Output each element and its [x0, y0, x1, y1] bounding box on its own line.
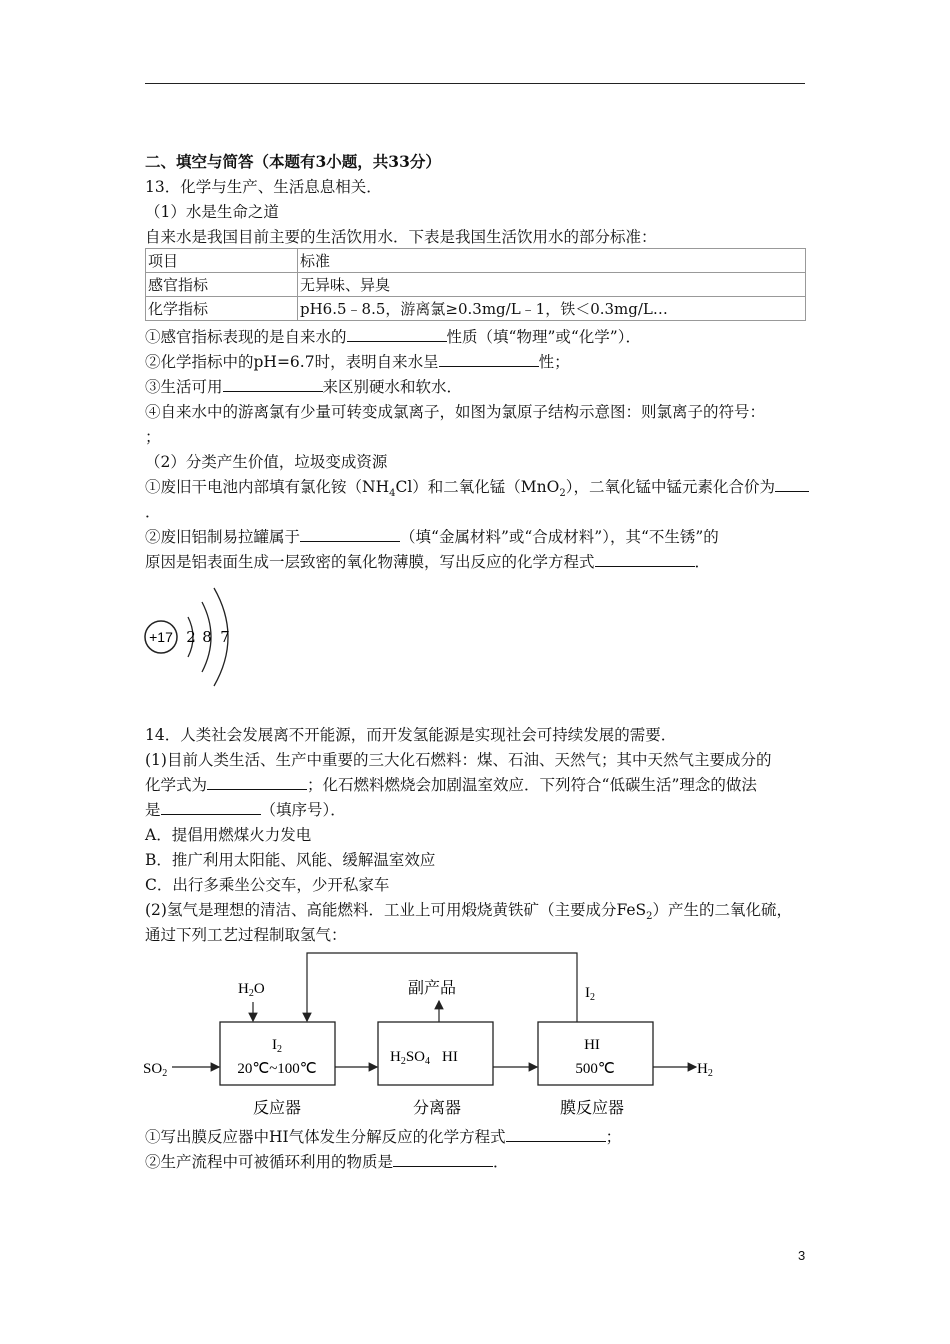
reactor-caption: 反应器 [252, 1098, 302, 1117]
q13-sub3 [145, 377, 462, 397]
q13-p2-sub1-end: ． [145, 503, 161, 521]
answer-blank[interactable] [506, 1127, 606, 1142]
text: 化学式为 [145, 776, 208, 794]
q13-part2-title: （2）分类产生价值，垃圾变成资源 [145, 453, 388, 471]
q14-p1-line3 [145, 800, 346, 820]
water-standard-table [145, 248, 806, 321]
output-label: $H_2$ [697, 1061, 713, 1079]
text: ②生产流程中可被循环利用的物质是 [145, 1153, 394, 1171]
table-cell: 标准 [298, 249, 806, 273]
q14-p1-line1: (1)目前人类生活、生产中重要的三大化石燃料：煤、石油、天然气；其中天然气主要成分的 [145, 751, 772, 769]
q13-sub1 [145, 327, 641, 347]
text: ），二氧化锰中锰元素化合价为 [565, 478, 775, 496]
q14-sq1 [145, 1127, 621, 1147]
text: 原因是铝表面生成一层致密的氧化物薄膜，写出反应的化学方程式 [145, 553, 595, 571]
q14-p1-line2 [145, 775, 757, 795]
text: ；化石燃料燃烧会加剧温室效应．下列符合“低碳生活”理念的做法 [307, 776, 757, 794]
answer-blank[interactable] [161, 800, 261, 815]
q13-sub1-text: ①感官指标表现的是自来水的 [145, 328, 347, 346]
q14-option-a: A．提倡用燃煤火力发电 [145, 826, 312, 844]
table-cell: 无异味、异臭 [298, 273, 806, 297]
text: ）产生的二氧化硫， [652, 901, 793, 919]
table-cell: 项目 [146, 249, 298, 273]
answer-blank[interactable] [439, 352, 539, 367]
answer-blank[interactable] [207, 775, 307, 790]
chlorine-atom-diagram [140, 580, 260, 695]
q13-sub3-text: ③生活可用 [145, 378, 223, 396]
electron-count: 2 [186, 628, 196, 646]
q13-sub2 [145, 352, 570, 372]
subscript: 2 [646, 911, 653, 923]
q13-p2-sub2-line2 [145, 552, 710, 572]
separator-text: $H_2SO_4$ HI [390, 1049, 458, 1067]
q14-option-c: C．出行多乘坐公交车，少开私家车 [145, 876, 390, 894]
text: （填序号）． [260, 801, 346, 819]
q14-sq2 [145, 1152, 509, 1172]
membrane-caption: 膜反应器 [559, 1098, 625, 1117]
text: 是 [145, 801, 161, 819]
q13-sub3-text2: 来区别硬水和软水． [322, 378, 463, 396]
q13-stem: 13．化学与生产、生活息息相关． [145, 178, 382, 196]
table-cell: 化学指标 [146, 297, 298, 321]
text: ①写出膜反应器中HI气体发生分解反应的化学方程式 [145, 1128, 506, 1146]
table-cell: 感官指标 [146, 273, 298, 297]
text: （填“金属材料”或“合成材料”），其“不生锈”的 [400, 528, 719, 546]
answer-blank[interactable] [393, 1152, 493, 1167]
answer-blank[interactable] [300, 527, 400, 542]
separator-caption: 分离器 [412, 1098, 462, 1117]
answer-blank[interactable] [347, 327, 447, 342]
q13-sub2-text2: 性； [538, 353, 570, 371]
recycle-label: $I_2$ [585, 985, 595, 1003]
q14-stem: 14．人类社会发展离不开能源，而开发氢能源是实现社会可持续发展的需要． [145, 726, 677, 744]
text: ； [605, 1128, 622, 1146]
q14-option-b: B．推广利用太阳能、风能、缓解温室效应 [145, 851, 436, 869]
q13-p2-sub1 [145, 477, 809, 504]
membrane-text: HI [584, 1037, 600, 1053]
answer-blank[interactable] [223, 377, 323, 392]
electron-count: 8 [202, 628, 212, 646]
text: (2)氢气是理想的清洁、高能燃料．工业上可用煅烧黄铁矿（主要成分FeS [145, 901, 647, 919]
top-rule [145, 83, 805, 84]
answer-blank[interactable] [775, 477, 809, 492]
table-row [146, 249, 806, 273]
table-row [146, 297, 806, 321]
page-number: 3 [798, 1248, 806, 1263]
table-cell: pH6.5﹣8.5，游离氯≥0.3mg/L﹣1，铁＜0.3mg/L… [298, 297, 806, 321]
answer-blank[interactable] [595, 552, 695, 567]
q13-intro: 自来水是我国目前主要的生活饮用水．下表是我国生活饮用水的部分标准： [145, 228, 657, 246]
q13-sub2-text: ②化学指标中的pH=6.7时，表明自来水呈 [145, 353, 439, 371]
input-label: $SO_2$ [143, 1061, 168, 1079]
section-heading: 二、填空与简答（本题有3小题，共33分） [145, 152, 441, 171]
q13-p2-sub2 [145, 527, 719, 547]
q14-p2-line2: 通过下列工艺过程制取氢气： [145, 926, 347, 944]
hydrogen-process-diagram [140, 945, 720, 1125]
text: ． [694, 553, 711, 571]
q13-sub4: ④自来水中的游离氯有少量可转变成氯离子，如图为氯原子结构示意图：则氯离子的符号： [145, 403, 766, 421]
q13-sub1-text2: 性质（填“物理”或“化学”）． [446, 328, 641, 346]
electron-count: 7 [220, 628, 230, 646]
subscript: 2 [559, 488, 566, 500]
q14-p2-line1 [145, 900, 792, 927]
text: Cl）和二氧化锰（MnO [395, 478, 560, 496]
reactor-temp: 20℃~100℃ [237, 1061, 317, 1077]
water-label: $H_2O$ [238, 981, 265, 999]
text: ． [493, 1153, 509, 1171]
subscript: 4 [389, 488, 396, 500]
reactor-text: $I_2$ [272, 1037, 282, 1055]
table-row [146, 273, 806, 297]
q13-sub4-end: ； [145, 428, 161, 446]
byproduct-label: 副产品 [408, 978, 457, 997]
text: ②废旧铝制易拉罐属于 [145, 528, 301, 546]
text: ①废旧干电池内部填有氯化铵（NH [145, 478, 390, 496]
membrane-temp: 500℃ [575, 1061, 615, 1077]
q13-part1-title: （1）水是生命之道 [145, 203, 279, 221]
nucleus-charge: +17 [149, 629, 173, 645]
